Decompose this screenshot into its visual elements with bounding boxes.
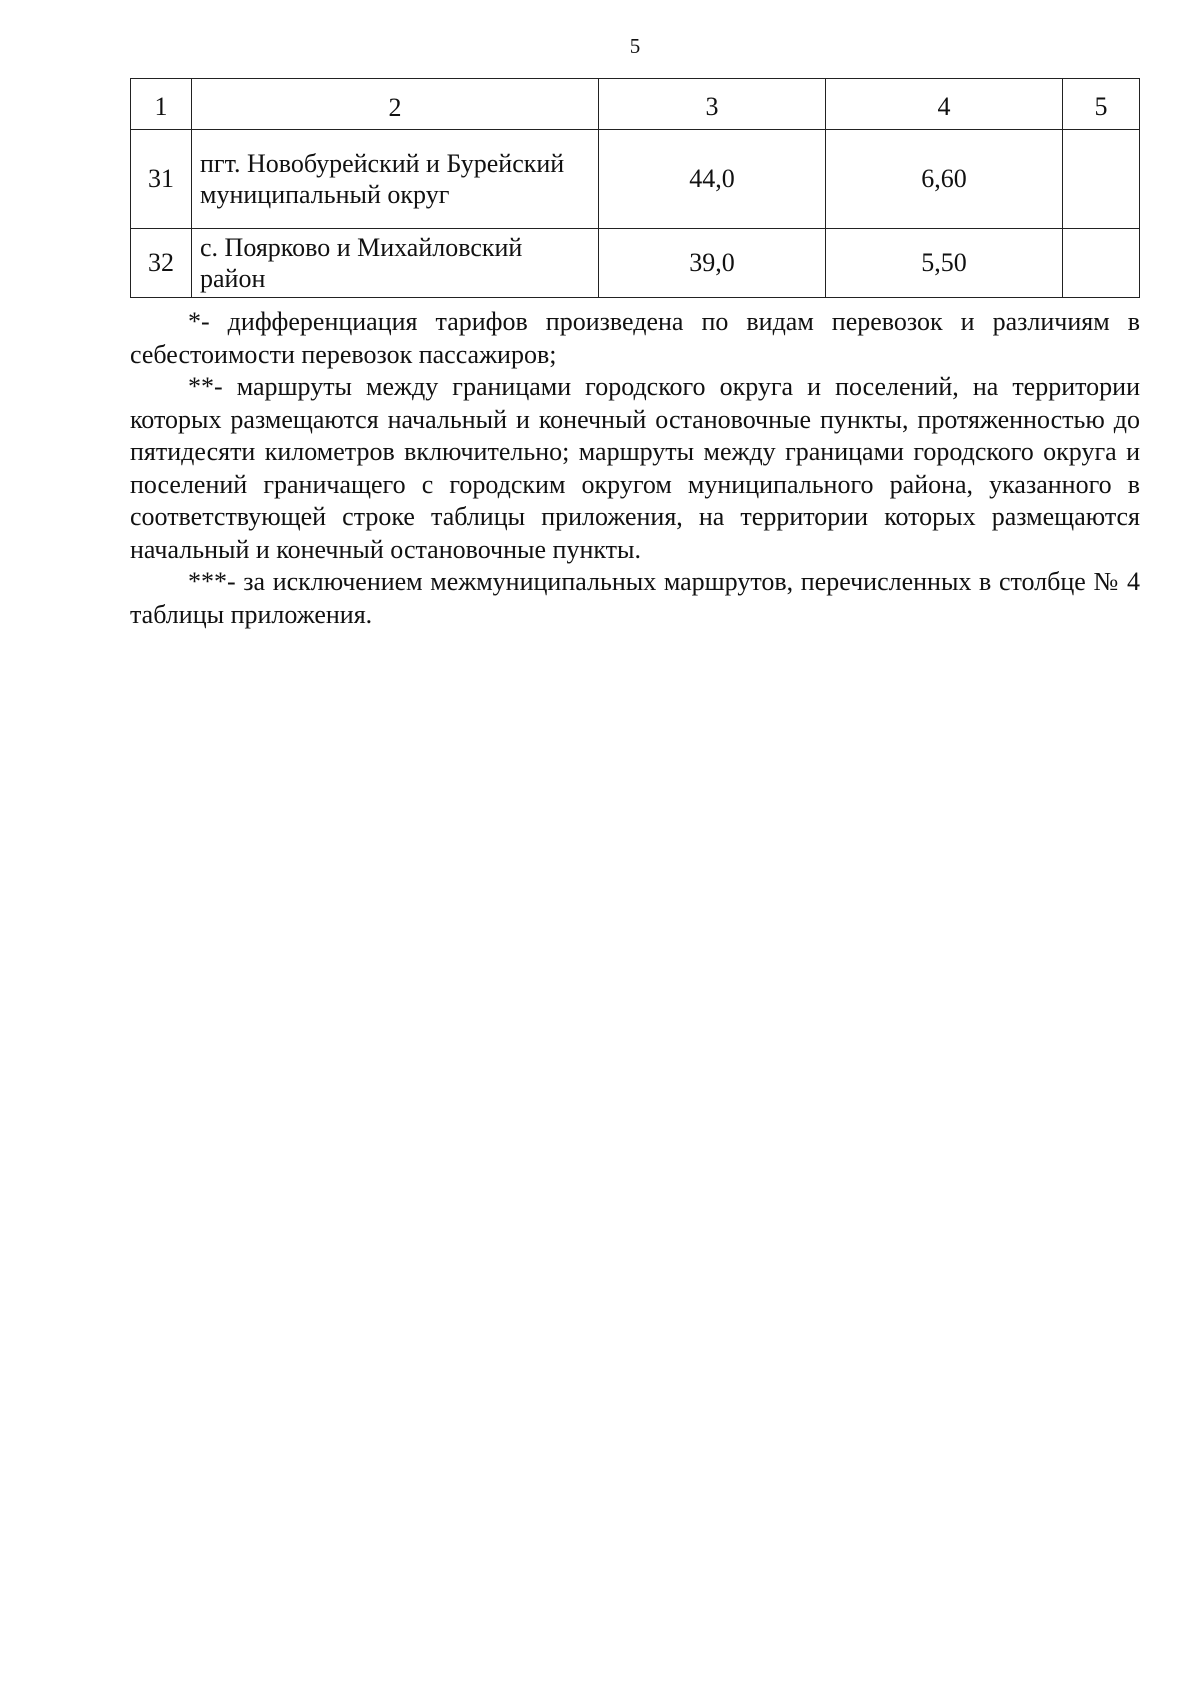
tariff-value-col3: 44,0	[599, 130, 826, 229]
tariff-value-col4: 6,60	[826, 130, 1063, 229]
header-cell-1: 1	[131, 79, 192, 130]
tariff-value-col5	[1063, 130, 1140, 229]
table-header-row	[131, 79, 1140, 130]
header-cell-3: 3	[599, 79, 826, 130]
footnote-single-asterisk: *- дифференциация тарифов произведена по видам перевозок и различиям в себестоимости перевозок пассажиров;	[130, 307, 1140, 369]
tariff-value-col5	[1063, 229, 1140, 298]
tariff-table	[130, 78, 1140, 298]
header-cell-5: 5	[1063, 79, 1140, 130]
tariff-value-col4: 5,50	[826, 229, 1063, 298]
row-number: 31	[131, 130, 192, 229]
table-row	[131, 229, 1140, 298]
row-number: 32	[131, 229, 192, 298]
table-row	[131, 130, 1140, 229]
footnote-double-asterisk: **- маршруты между границами городского округа и поселений, на территории которых размещаются начальный и конечный остановочные пункты, протяженностью до пятидесяти километров включительно; маршруты между границами городского округа и поселений граничащего с городским округом муниципального района, указанного в соответствующей строке таблицы приложения, на территории которых размещаются начальный и конечный остановочные пункты.	[130, 372, 1140, 564]
footnotes	[130, 306, 1140, 631]
route-name: пгт. Новобурейский и Бурейский муниципальный округ	[192, 130, 599, 229]
header-cell-2: 2	[192, 79, 599, 130]
page-number: 5	[629, 34, 641, 58]
tariff-value-col3: 39,0	[599, 229, 826, 298]
route-name: с. Поярково и Михайловский район	[192, 229, 599, 298]
footnote-triple-asterisk: ***- за исключением межмуниципальных маршрутов, перечисленных в столбце № 4 таблицы приложения.	[130, 567, 1140, 629]
header-cell-4: 4	[826, 79, 1063, 130]
